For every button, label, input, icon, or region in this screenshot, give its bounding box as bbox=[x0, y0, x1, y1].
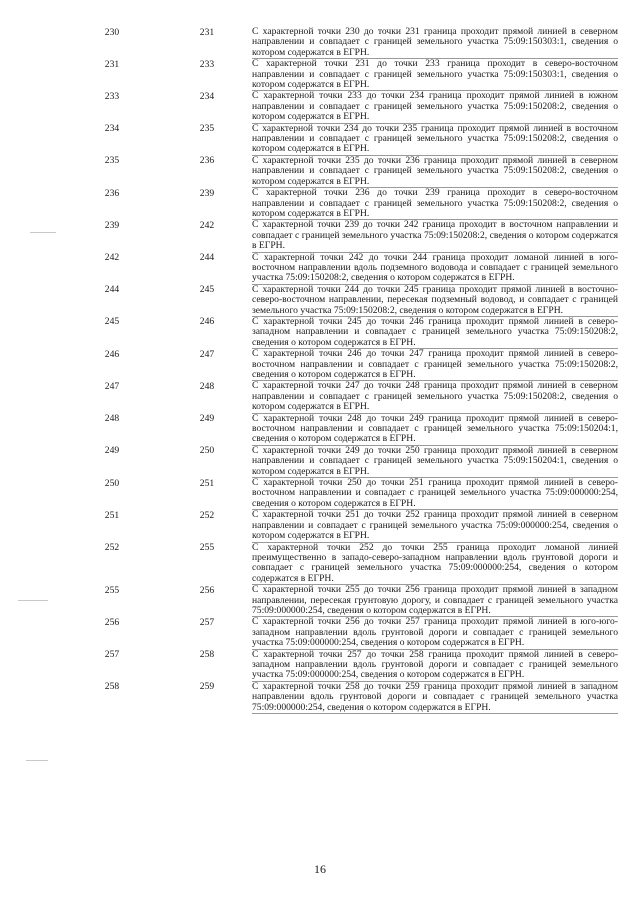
page-number: 16 bbox=[314, 862, 326, 876]
point-from: 246 bbox=[104, 348, 120, 360]
point-to: 235 bbox=[199, 123, 215, 135]
boundary-description: С характерной точки 258 до точки 259 граница проходит прямой линией в западном направлении вдоль грунтовой дороги и совпадает с границей земельного участка 75:09:000000:254, сведения о котором содержатся в ЕГРН. bbox=[252, 680, 618, 713]
point-from: 231 bbox=[104, 58, 120, 70]
boundary-description: С характерной точки 247 до точки 248 граница проходит прямой линией в северном направлении и совпадает с границей земельного участка 75:09:150208:2, сведения о котором содержатся в ЕГРН. bbox=[252, 380, 618, 413]
boundary-description: С характерной точки 231 до точки 233 граница проходит в северо-восточном направлении и совпадает с границей земельного участка 75:09:150303:1, сведения о котором содержатся в ЕГРН. bbox=[252, 58, 618, 91]
point-to: 245 bbox=[199, 284, 215, 296]
boundary-description: С характерной точки 248 до точки 249 граница проходит прямой линией в северо-восточном направлении и совпадает с границей земельного участка 75:09:150204:1, сведения о котором содержатся в ЕГРН. bbox=[252, 412, 618, 445]
point-from: 236 bbox=[104, 187, 120, 199]
boundary-description: С характерной точки 251 до точки 252 граница проходит прямой линией в северном направлении и совпадает с границей земельного участка 75:09:000000:254, сведения о котором содержатся в ЕГРН. bbox=[252, 509, 618, 542]
point-to: 236 bbox=[199, 155, 215, 167]
table-row bbox=[62, 284, 618, 316]
boundary-description: С характерной точки 234 до точки 235 граница проходит прямой линией в восточном направлении и совпадает с границей земельного участка 75:09:150208:2, сведения о котором содержатся в ЕГРН. bbox=[252, 122, 618, 155]
boundary-description: С характерной точки 249 до точки 250 граница проходит прямой линией в северном направлении и совпадает с границей земельного участка 75:09:150204:1, сведения о котором содержатся в ЕГРН. bbox=[252, 444, 618, 477]
table-row bbox=[62, 220, 618, 252]
table-row bbox=[62, 445, 618, 477]
point-from: 230 bbox=[104, 27, 120, 38]
point-to: 252 bbox=[199, 509, 215, 521]
point-to: 257 bbox=[199, 616, 215, 628]
scan-mark bbox=[30, 232, 56, 233]
point-from: 250 bbox=[104, 477, 120, 489]
point-from: 257 bbox=[104, 649, 120, 661]
table-row bbox=[62, 542, 618, 585]
boundary-description: С характерной точки 230 до точки 231 граница проходит прямой линией в северном направлении и совпадает с границей земельного участка 75:09:150303:1, сведения о котором содержатся в ЕГРН. bbox=[252, 26, 618, 58]
table-row bbox=[62, 478, 618, 510]
table-row bbox=[62, 413, 618, 445]
boundary-description: С характерной точки 235 до точки 236 граница проходит прямой линией в северном направлении и совпадает с границей земельного участка 75:09:150208:2, сведения о котором содержатся в ЕГРН. bbox=[252, 154, 618, 187]
point-from: 256 bbox=[104, 616, 120, 628]
table-row bbox=[62, 585, 618, 617]
table-row bbox=[62, 27, 618, 59]
scan-mark bbox=[26, 760, 48, 761]
boundary-description: С характерной точки 233 до точки 234 граница проходит прямой линией в южном направлении и совпадает с границей земельного участка 75:09:150208:2, сведения о котором содержатся в ЕГРН. bbox=[252, 90, 618, 123]
point-from: 248 bbox=[104, 413, 120, 425]
table-row bbox=[62, 381, 618, 413]
table-row bbox=[62, 91, 618, 123]
boundary-description: С характерной точки 246 до точки 247 граница проходит прямой линией в северо-восточном направлении и совпадает с границей земельного участка 75:09:150208:2, сведения о котором содержатся в ЕГРН. bbox=[252, 348, 618, 380]
boundary-description: С характерной точки 244 до точки 245 граница проходит прямой линией в восточно-северо-восточном направлении, пересекая подземный водовод, и совпадает с границей земельного участка 75:09:150208:2, сведения о котором содержатся в ЕГРН. bbox=[252, 283, 618, 316]
point-from: 252 bbox=[104, 542, 120, 553]
point-from: 233 bbox=[104, 90, 120, 102]
point-to: 259 bbox=[199, 681, 215, 693]
boundary-description: С характерной точки 252 до точки 255 граница проходит ломаной линией преимущественно в западо-северо-западном направлении вдоль грунтовой дороги и совпадает с границей земельного участка 75:09:000000:254, сведения о котором содержатся в ЕГРН. bbox=[252, 541, 618, 584]
boundary-description: С характерной точки 239 до точки 242 граница проходит в восточном направлении и совпадает с границей земельного участка 75:09:150208:2, сведения о котором содержатся в ЕГРН. bbox=[252, 219, 618, 252]
point-to: 256 bbox=[199, 584, 215, 596]
table-row bbox=[62, 510, 618, 542]
table-row bbox=[62, 188, 618, 220]
point-from: 249 bbox=[104, 445, 120, 457]
table-row bbox=[62, 349, 618, 381]
point-to: 239 bbox=[199, 187, 215, 199]
point-to: 246 bbox=[199, 316, 215, 328]
boundary-description: С характерной точки 257 до точки 258 граница проходит прямой линией в северо-западном направлении вдоль грунтовой дороги и совпадает с границей земельного участка 75:09:000000:254, сведения о котором содержатся в ЕГРН. bbox=[252, 648, 618, 681]
point-from: 245 bbox=[104, 316, 120, 328]
point-from: 251 bbox=[104, 509, 120, 521]
table-row bbox=[62, 59, 618, 91]
boundary-rows bbox=[62, 27, 618, 714]
boundary-description: С характерной точки 236 до точки 239 граница проходит в северо-восточном направлении и совпадает с границей земельного участка 75:09:150208:2, сведения о котором содержатся в ЕГРН. bbox=[252, 187, 618, 219]
point-to: 242 bbox=[199, 219, 215, 231]
table-row bbox=[62, 617, 618, 649]
boundary-description: С характерной точки 250 до точки 251 граница проходит прямой линией в северо-восточном направлении и совпадает с границей земельного участка 75:09:000000:254, сведения о котором содержатся в ЕГРН. bbox=[252, 477, 618, 509]
point-to: 233 bbox=[199, 58, 215, 70]
boundary-description: С характерной точки 245 до точки 246 граница проходит прямой линией в северо-западном направлении и совпадает с границей земельного участка 75:09:150208:2, сведения о котором содержатся в ЕГРН. bbox=[252, 315, 618, 348]
table-row bbox=[62, 155, 618, 187]
table-row bbox=[62, 316, 618, 348]
boundary-description: С характерной точки 255 до точки 256 граница проходит прямой линией в западном направлении, пересекая грунтовую дорогу, и совпадает с границей земельного участка 75:09:000000:254, сведения о котором содержатся в ЕГРН. bbox=[252, 584, 618, 616]
table-row bbox=[62, 649, 618, 681]
table-row bbox=[62, 252, 618, 284]
point-to: 248 bbox=[199, 380, 215, 392]
point-from: 239 bbox=[104, 219, 120, 231]
point-from: 242 bbox=[104, 252, 120, 264]
point-from: 258 bbox=[104, 681, 120, 693]
point-to: 247 bbox=[199, 348, 215, 360]
point-to: 249 bbox=[199, 413, 215, 425]
point-to: 258 bbox=[199, 649, 215, 661]
boundary-description: С характерной точки 242 до точки 244 граница проходит ломаной линией в юго-восточном направлении вдоль подземного водовода и совпадает с границей земельного участка 75:09:150208:2, сведения о котором содержатся в ЕГРН. bbox=[252, 251, 618, 284]
point-to: 251 bbox=[199, 477, 215, 489]
scan-mark bbox=[18, 600, 48, 601]
point-to: 231 bbox=[199, 27, 215, 38]
table-row bbox=[62, 123, 618, 155]
boundary-description-table bbox=[62, 27, 618, 714]
table-row bbox=[62, 681, 618, 713]
point-from: 247 bbox=[104, 380, 120, 392]
boundary-description: С характерной точки 256 до точки 257 граница проходит прямой линией в юго-юго-западном направлении вдоль грунтовой дороги и совпадает с границей земельного участка 75:09:000000:254, сведения о котором содержатся в ЕГРН. bbox=[252, 616, 618, 649]
point-to: 255 bbox=[199, 542, 215, 553]
point-from: 255 bbox=[104, 584, 120, 596]
point-from: 244 bbox=[104, 284, 120, 296]
point-from: 234 bbox=[104, 123, 120, 135]
point-to: 234 bbox=[199, 90, 215, 102]
point-from: 235 bbox=[104, 155, 120, 167]
point-to: 250 bbox=[199, 445, 215, 457]
point-to: 244 bbox=[199, 252, 215, 264]
